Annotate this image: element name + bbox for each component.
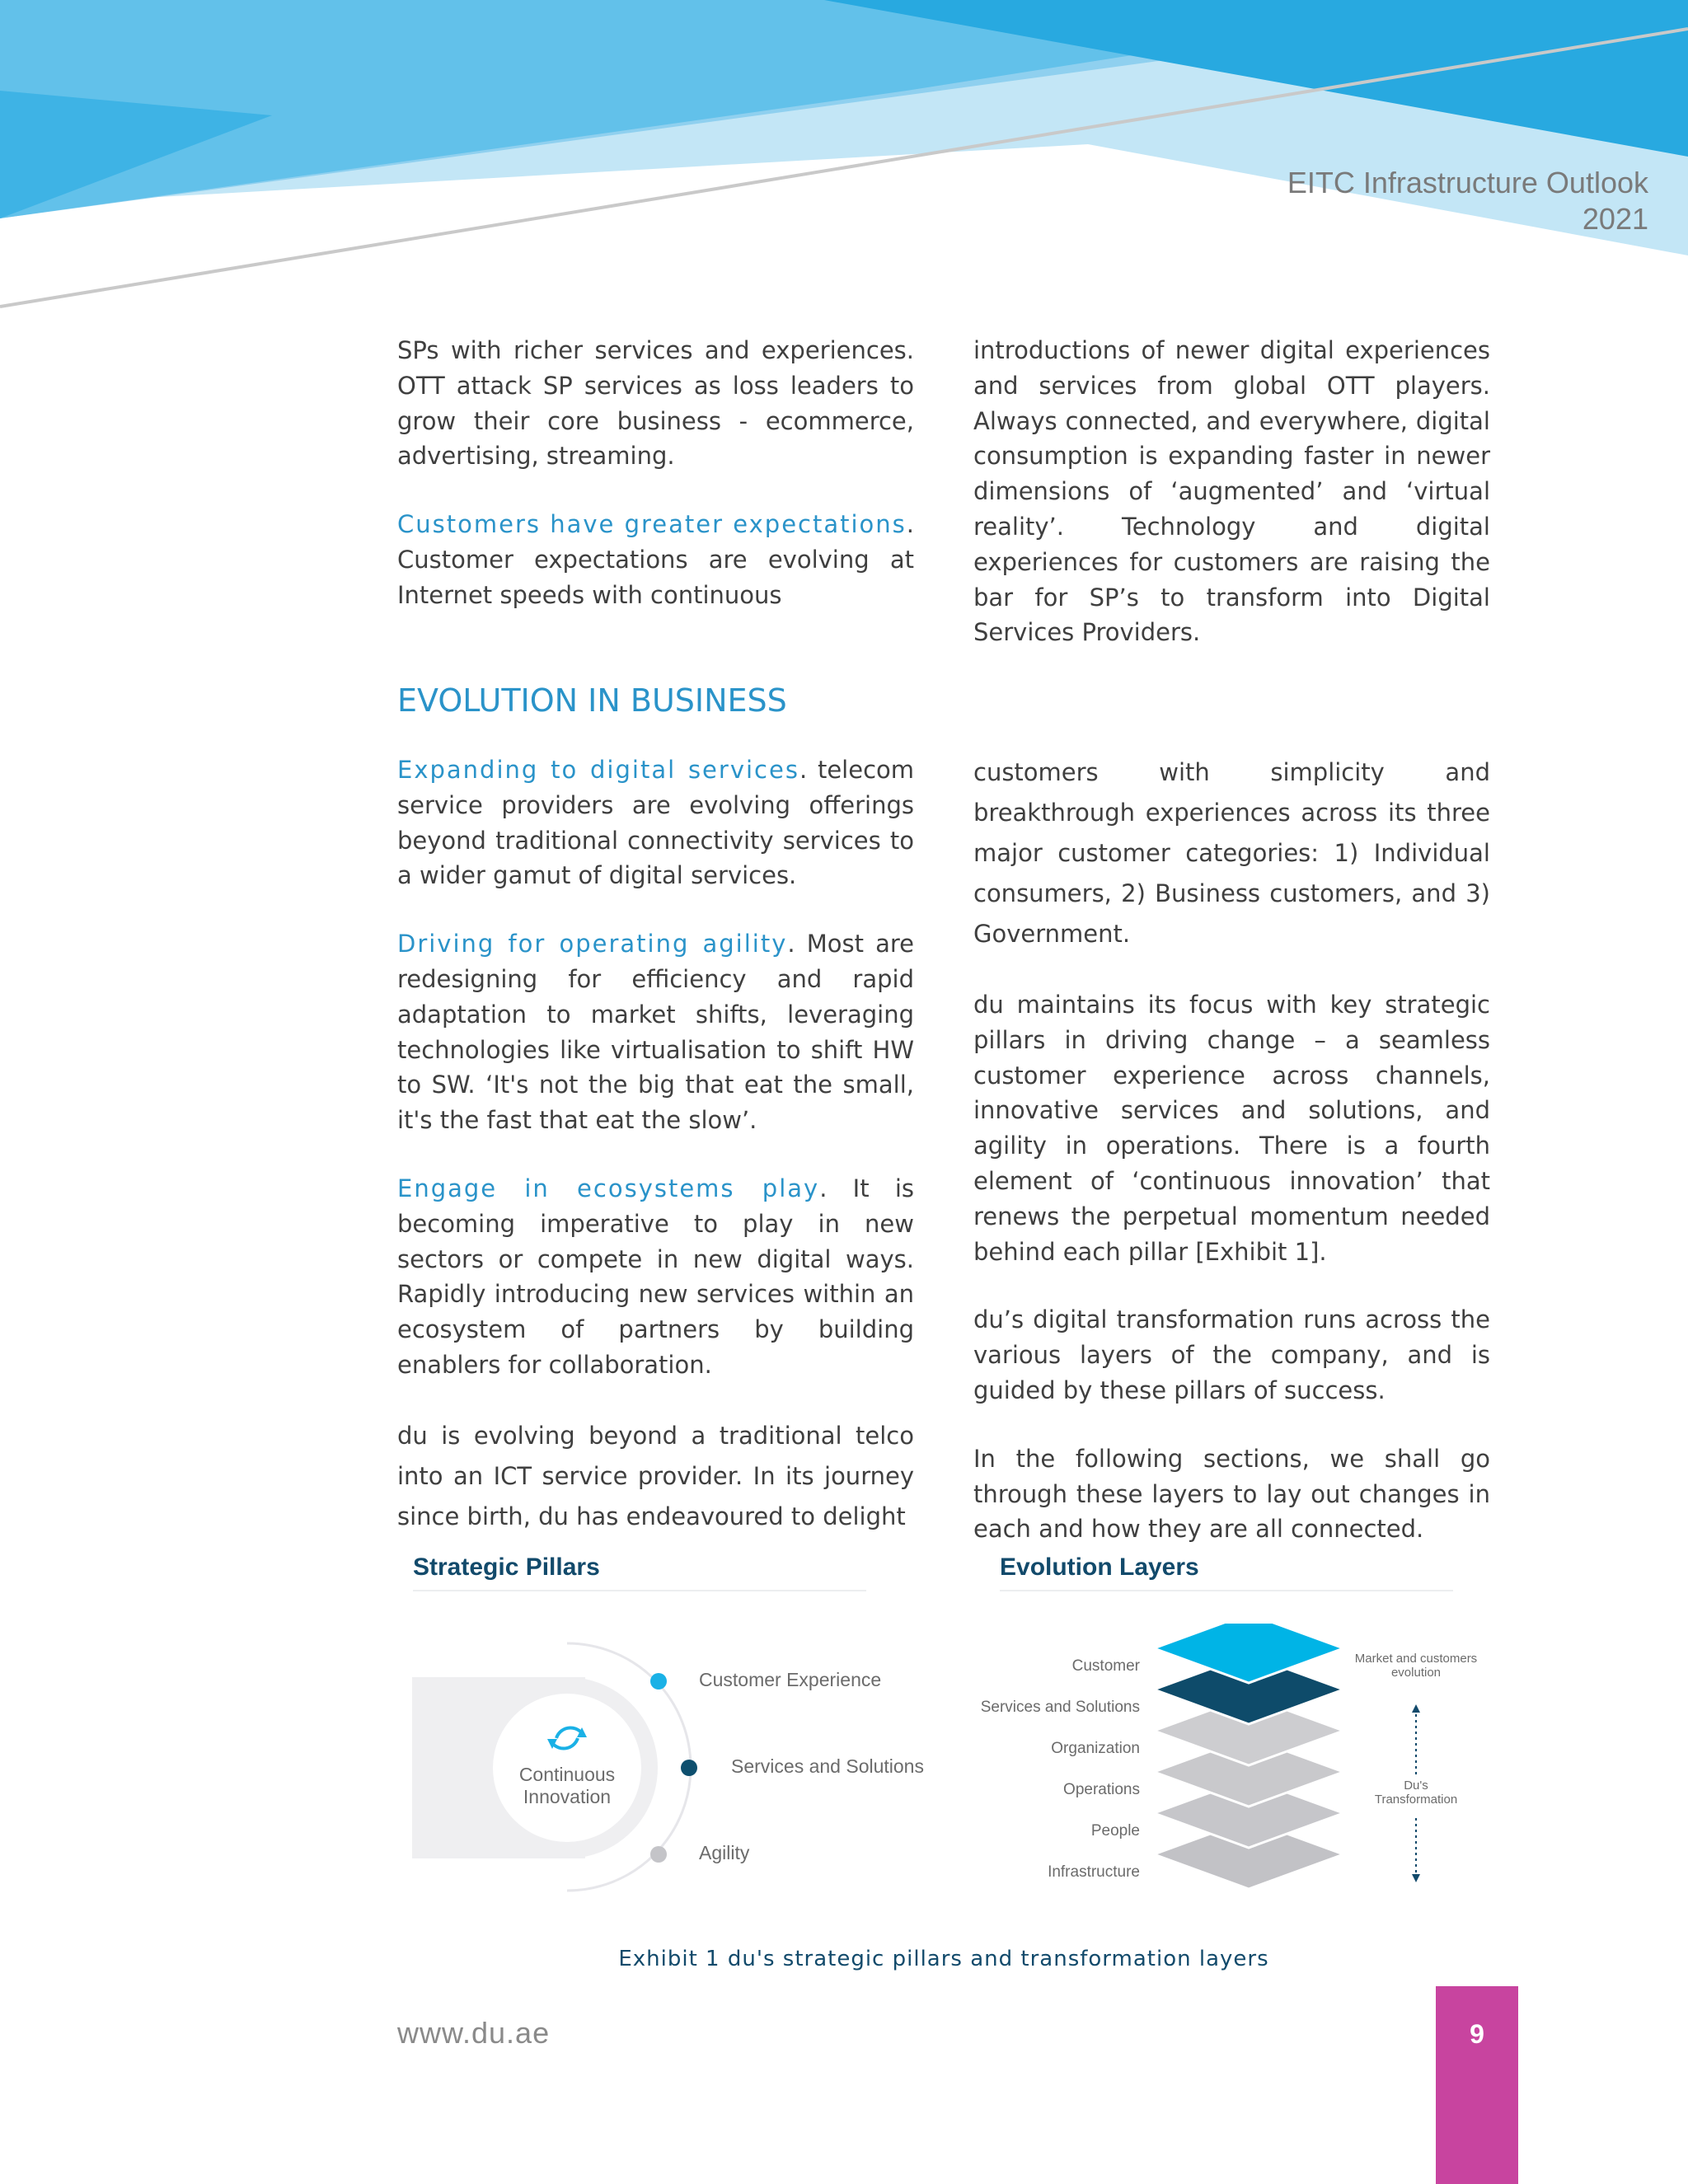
report-title-line1: EITC Infrastructure Outlook: [1287, 166, 1648, 199]
layer-label-infrastructure: Infrastructure: [1048, 1863, 1140, 1881]
center-label-line1: Continuous: [518, 1764, 616, 1785]
paragraph: [397, 752, 914, 893]
paragraph: du maintains its focus with key strategic pillars in driving change – a seamless customer experience across channels, innovative services and solutions, and agility in operations. There is a fourth element of ‘continuous innovation’ that renews the perpetual momentum needed behind each pillar [Exhibit 1].: [973, 991, 1490, 1266]
evolution-layers-title: Evolution Layers: [1000, 1554, 1199, 1581]
paragraph: [397, 507, 914, 612]
footer-url: www.du.ae: [397, 2016, 551, 2050]
continuous-innovation-label: [485, 1764, 649, 1808]
transformation-label: [1338, 1779, 1494, 1807]
top-right-column: [973, 333, 1490, 683]
arrow-down-icon: [1412, 1874, 1420, 1882]
transformation-label-line1: Du's: [1404, 1779, 1428, 1793]
lead-phrase: Expanding to digital services: [397, 756, 799, 784]
center-label-line2: Innovation: [523, 1786, 612, 1807]
page-number-tab: [1436, 1986, 1518, 2184]
services-solutions-dot: [681, 1760, 697, 1776]
exhibit-caption: Exhibit 1 du's strategic pillars and transformation layers: [618, 1947, 1269, 1971]
layer-label-organization: Organization: [1051, 1740, 1140, 1757]
panel-divider: [413, 1590, 866, 1591]
pillar-agility: Agility: [699, 1842, 750, 1863]
section-heading: EVOLUTION IN BUSINESS: [397, 682, 787, 719]
layer-label-customer: Customer: [1071, 1657, 1140, 1675]
pillar-customer-experience: Customer Experience: [699, 1669, 882, 1690]
market-label-line1: Market and customers: [1354, 1652, 1478, 1666]
customer-experience-dot: [650, 1673, 667, 1690]
layers-diagram: [1146, 1624, 1352, 1920]
panel-divider: [1000, 1590, 1453, 1591]
layer-label-services-solutions: Services and Solutions: [980, 1699, 1140, 1716]
paragraph-text: . Most are redesigning for efficiency and rapid adaptation to market shifts, leveraging technologies like virtualisation to shift HW to SW. ‘It's not the big that eat the small, it's the fast that eat the slow’.: [397, 930, 914, 1135]
paragraph: introductions of newer digital experiences and services from global OTT players. Always connected, and everywhere, digital consumption is expanding faster in newer dimensions of ‘augmented’ and ‘virtual reality’. Technology and digital experiences for customers are raising the bar for SP’s to transform into Digital Services Providers.: [973, 336, 1490, 647]
page-number: 9: [1470, 2019, 1484, 2049]
transformation-label-line2: Transformation: [1374, 1793, 1458, 1807]
report-year: 2021: [1582, 202, 1648, 236]
paragraph-text: . telecom service providers are evolving offerings beyond traditional connectivity services to a wider gamut of digital services.: [397, 756, 915, 890]
paragraph: du is evolving beyond a traditional telco into an ICT service provider. In its journey since birth, du has endeavoured to delight: [397, 1421, 914, 1530]
paragraph: In the following sections, we shall go through these layers to lay out changes in each and how they are all connected.: [973, 1444, 1490, 1544]
bottom-right-column: [973, 752, 1490, 1580]
strategic-pillars-title: Strategic Pillars: [413, 1554, 600, 1581]
layer-customer: [1154, 1624, 1343, 1683]
lead-phrase: Engage in ecosystems play: [397, 1174, 820, 1202]
arrow-up-icon: [1412, 1704, 1420, 1713]
paragraph: [397, 926, 914, 1138]
market-label-line2: evolution: [1390, 1666, 1442, 1680]
agility-dot: [650, 1846, 667, 1863]
lead-phrase: Customers have greater expectations: [397, 510, 907, 539]
bottom-left-column: [397, 752, 914, 1570]
top-left-column: [397, 333, 914, 646]
paragraph: SPs with richer services and experiences. OTT attack SP services as loss leaders to grow their core business - ecommerce, advertising, streaming.: [397, 336, 914, 471]
paragraph: du’s digital transformation runs across the various layers of the company, and is guided by these pillars of success.: [973, 1305, 1490, 1404]
paragraph-text: . It is becoming imperative to play in new sectors or compete in new digital ways. Rapidly introducing new services within an ecosystem of partners by building enablers for collaboration.: [397, 1174, 914, 1379]
layer-label-people: People: [1090, 1822, 1140, 1840]
paragraph: customers with simplicity and breakthrough experiences across its three major customer categories: 1) Individual consumers, 2) Business customers, and 3) Government.: [973, 758, 1490, 948]
layer-label-operations: Operations: [1063, 1781, 1140, 1798]
paragraph: [397, 1171, 914, 1383]
lead-phrase: Driving for operating agility: [397, 930, 788, 958]
report-title: [1287, 165, 1648, 237]
paragraph-text: . Customer expectations are evolving at Internet speeds with continuous: [397, 510, 914, 609]
pillar-services-solutions: Services and Solutions: [731, 1755, 924, 1777]
market-evolution-label: [1338, 1652, 1494, 1680]
